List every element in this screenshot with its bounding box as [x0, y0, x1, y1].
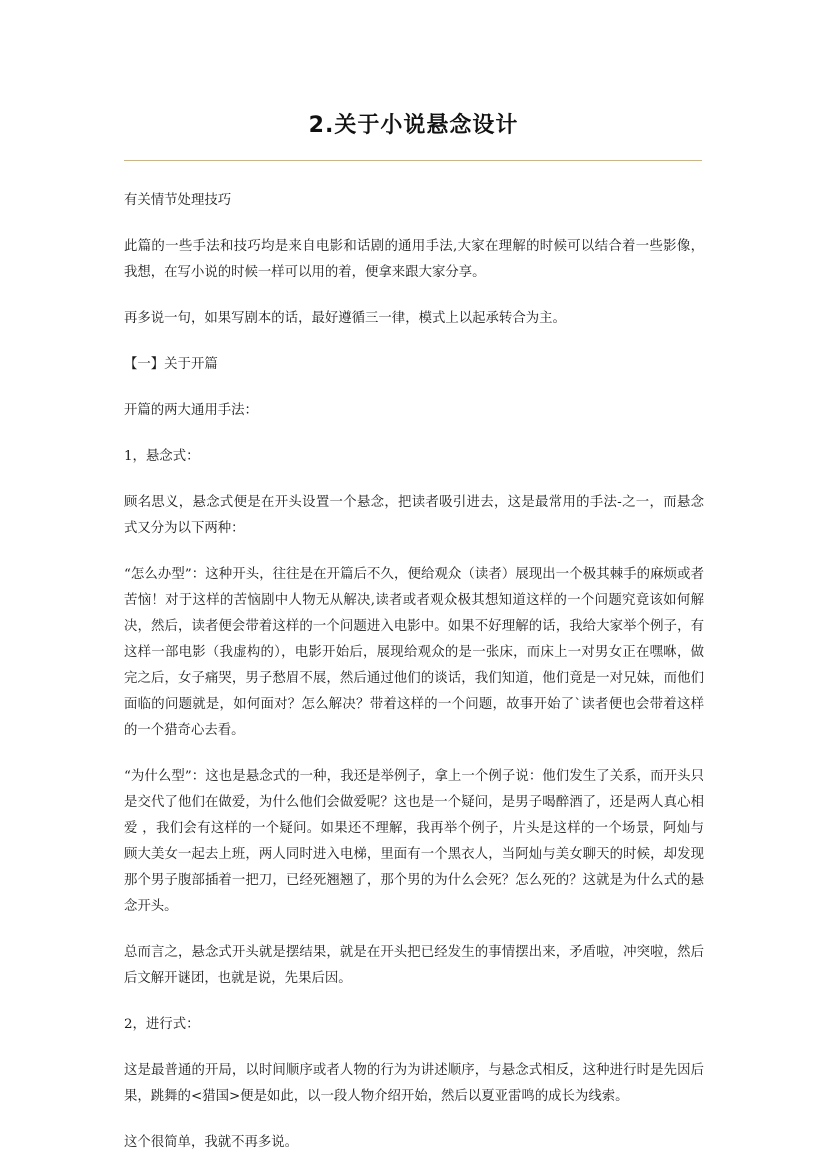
document-body [124, 188, 704, 1176]
title-divider [124, 160, 702, 161]
body-paragraph: 再多说一句，如果写剧本的话，最好遵循三一律，模式上以起承转合为主。 [124, 311, 566, 326]
body-paragraph: 顾名思义，悬念式便是在开头设置一个悬念，把读者吸引进去，这是最常用的手法-之一，而悬念式又分为以下两种： [124, 495, 704, 536]
body-paragraph: “为什么型”：这也是悬念式的一种，我还是举例子，拿上一个例子说：他们发生了关系，而开头只是交代了他们在做爱，为什么他们会做爱呢？这也是一个疑问，是男子喝醉酒了，还是两人真心相爱 ，我们会有这样的一个疑问。如果还不理解，我再举个例子，片头是这样的一个场景，阿灿与顾大美女一起去上班，两人同时进入电梯，里面有一个黑衣人，当阿灿与美女聊天的时候，却发现那个男子腹部插着一把刀，已经死翘翘了，那个男的为什么会死？怎么死的？这就是为什么式的悬念开头。 [124, 769, 704, 914]
section-heading: 有关情节处理技巧 [124, 193, 232, 208]
subsection-heading: 1，悬念式： [124, 449, 200, 464]
body-paragraph: 总而言之，悬念式开头就是摆结果，就是在开头把已经发生的事情摆出来，矛盾啦，冲突啦，然后后文解开谜团，也就是说，先果后因。 [124, 945, 704, 986]
section-heading: 【一】关于开篇 [124, 357, 218, 372]
document-title: 2.关于小说悬念设计 [308, 113, 519, 138]
subsection-heading: 2，进行式： [124, 1017, 200, 1032]
body-paragraph: 这是最普通的开局，以时间顺序或者人物的行为为讲述顺序，与悬念式相反，这种进行时是先因后果，跳舞的<猎国>便是如此，以一段人物介绍开始，然后以夏亚雷鸣的成长为线索。 [124, 1063, 704, 1104]
body-paragraph: 开篇的两大通用手法： [124, 403, 258, 418]
body-paragraph: 这个很简单，我就不再多说。 [124, 1135, 299, 1150]
body-paragraph: “怎么办型”：这种开头，往往是在开篇后不久，便给观众（读者）展现出一个极其棘手的麻烦或者苦恼！对于这样的苦恼剧中人物无从解决,读者或者观众极其想知道这样的一个问题究竟该如何解决，然后，读者便会带着这样的一个问题进入电影中。如果不好理解的话，我给大家举个例子，有这样一部电影（我虚构的），电影开始后，展现给观众的是一张床，而床上一对男女正在嘿咻，做完之后，女子痛哭，男子愁眉不展，然后通过他们的谈话，我们知道，他们竟是一对兄妹，而他们面临的问题就是，如何面对？怎么解决？带着这样的一个问题，故事开始了`读者便也会带着这样的一个猎奇心去看。 [124, 567, 704, 738]
body-paragraph: 此篇的一些手法和技巧均是来自电影和话剧的通用手法,大家在理解的时候可以结合着一些影像，我想，在写小说的时候一样可以用的着，便拿来跟大家分享。 [124, 239, 704, 280]
